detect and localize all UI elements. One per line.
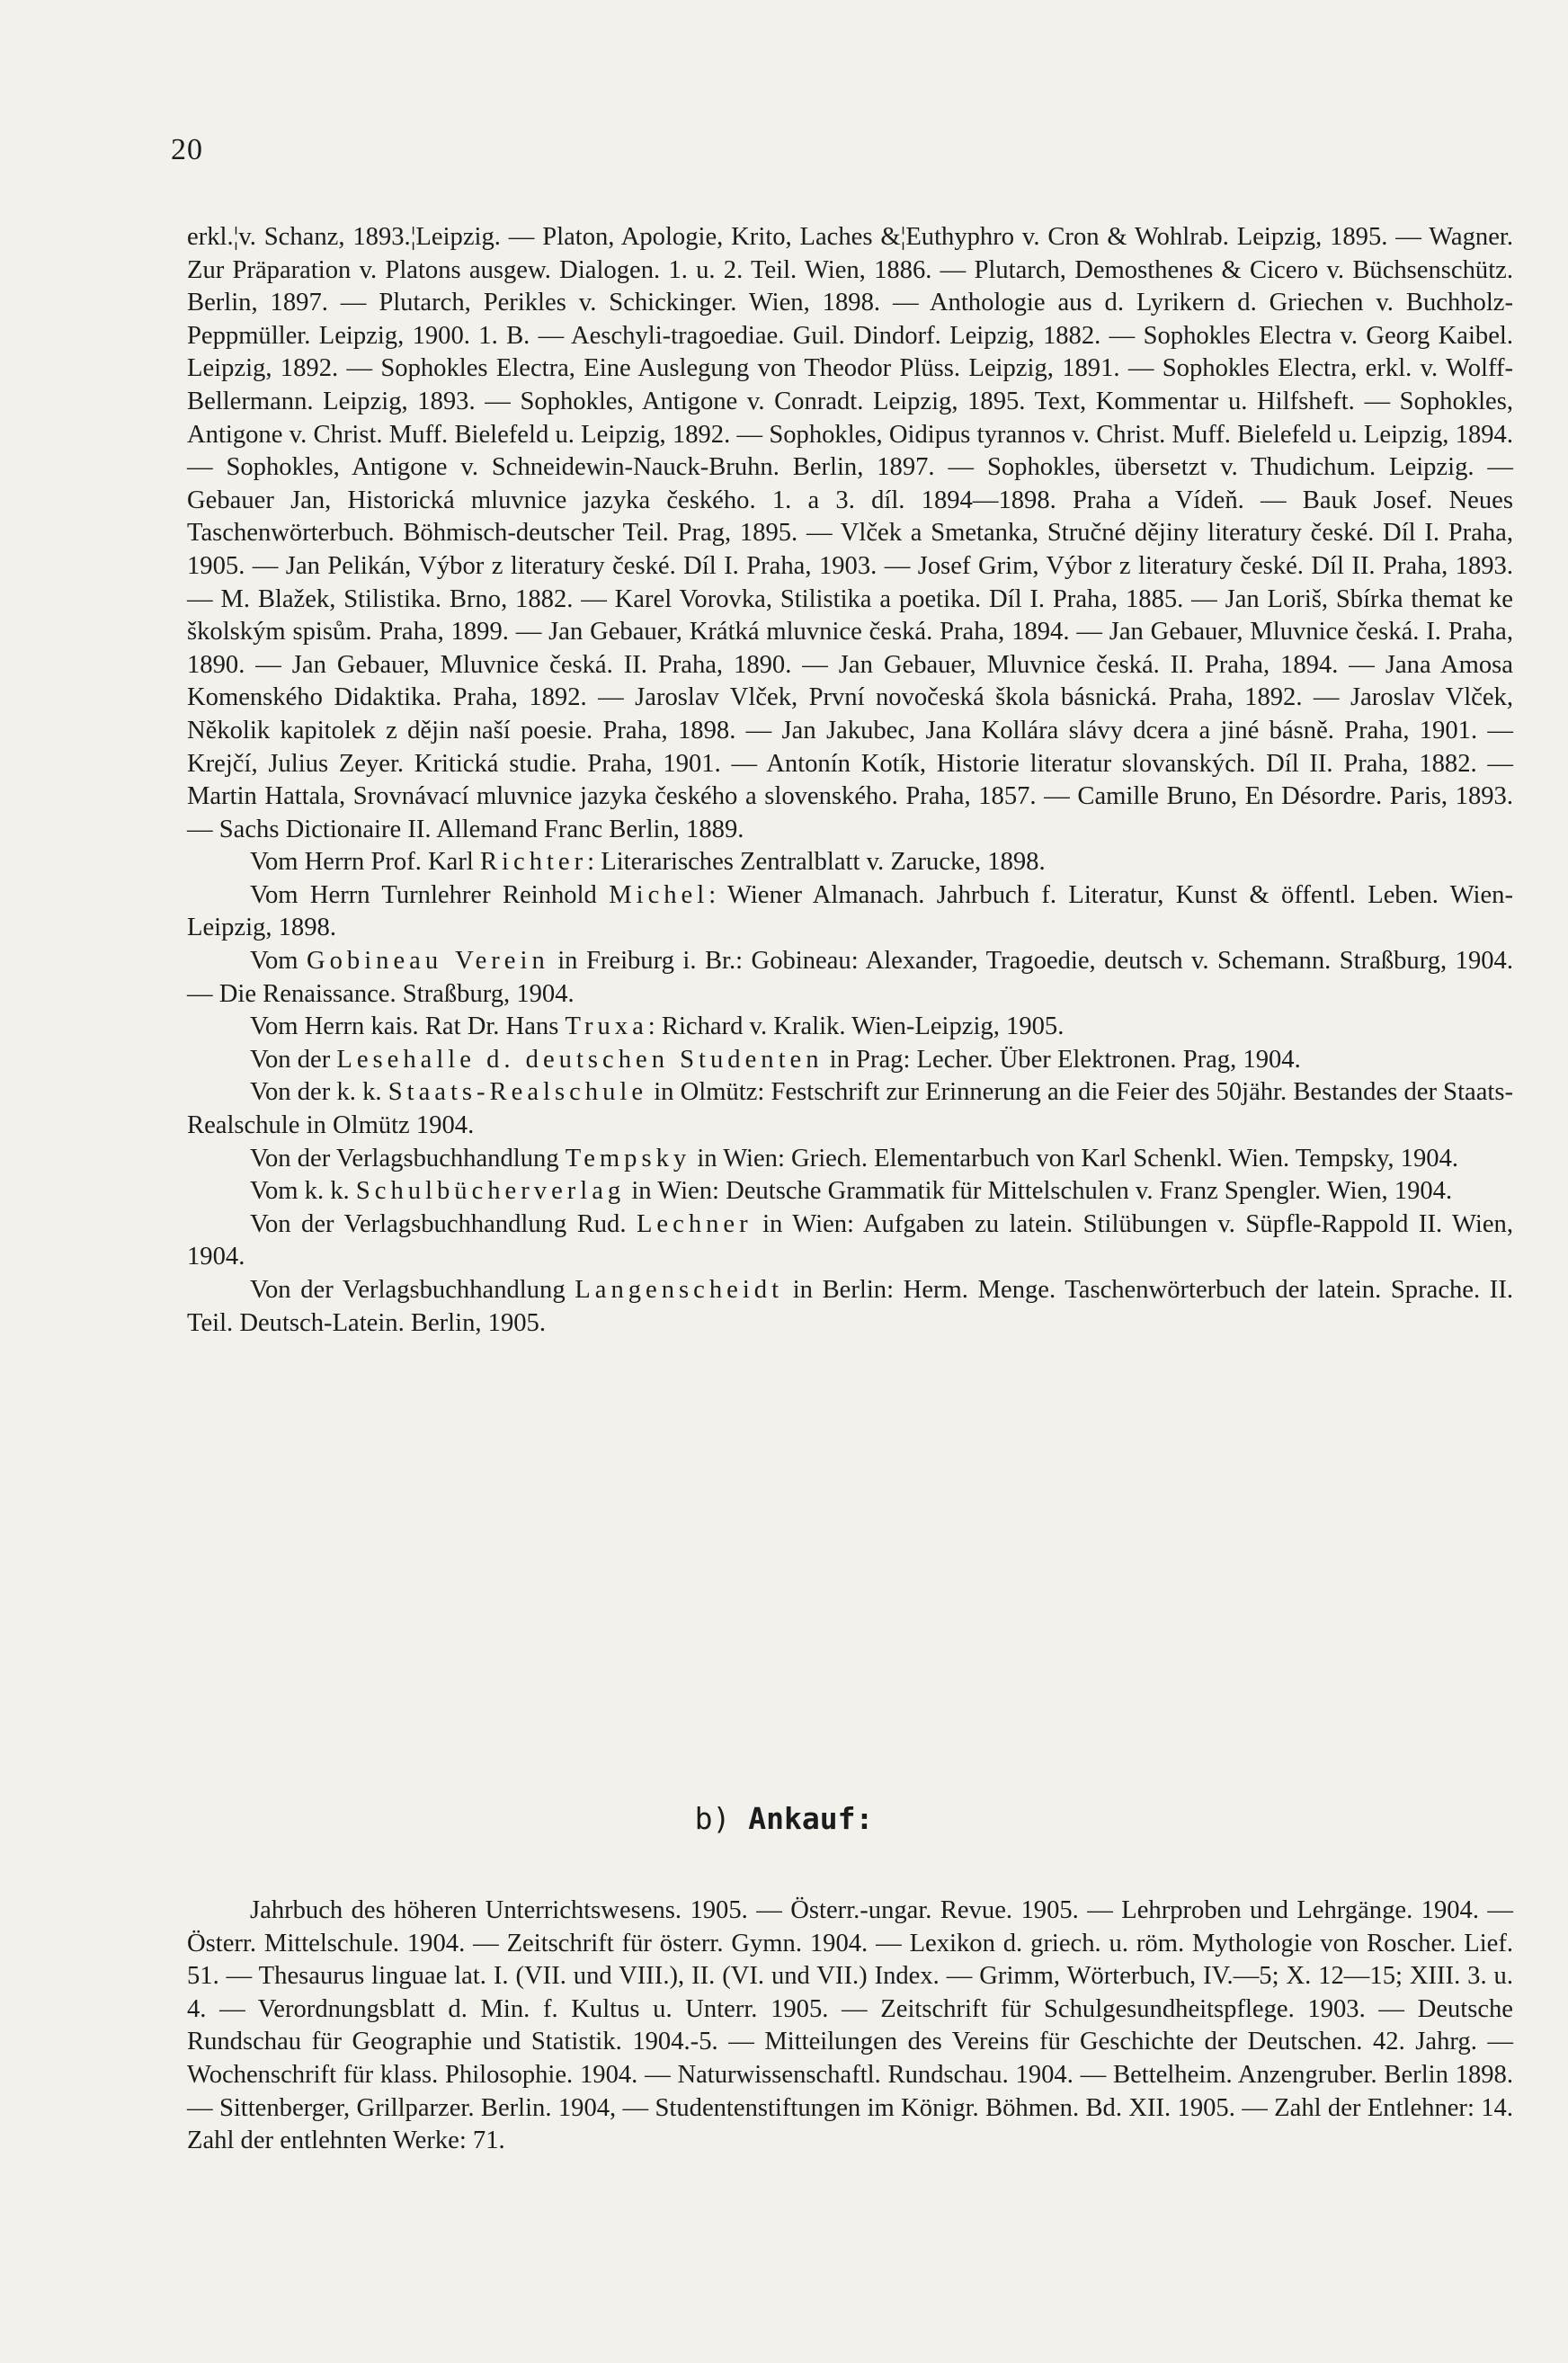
donor-entry xyxy=(187,846,1513,879)
donor-text-pre: Von der Verlagsbuchhandlung xyxy=(250,1276,575,1304)
donor-text-post: in Olmütz: Festschrift zur Erinnerung an die Feier des 50jähr. Bestandes der Staats-Realschule in Olmütz 1904. xyxy=(187,1078,1513,1140)
donor-name-spaced: Truxa xyxy=(565,1012,648,1041)
donor-name-spaced: Michel xyxy=(609,880,709,909)
purchases-paragraph: Jahrbuch des höheren Unterrichtswesens. 1905. — Österr.-ungar. Revue. 1905. — Lehrproben und Lehrgänge. 1904. — Österr. Mittelschule. 1904. — Zeitschrift für österr. Gymn. 1904. — Lexikon d. griech. u. röm. Mythologie von Roscher. Lief. 51. — Thesaurus linguae lat. I. (VII. und VIII.), II. (VI. und VII.) Index. — Grimm, Wörterbuch, IV.—5; X. 12—15; XIII. 3. u. 4. — Verordnungsblatt d. Min. f. Kultus u. Unterr. 1905. — Zeitschrift für Schulgesundheitspflege. 1903. — Deutsche Rundschau für Geographie und Statistik. 1904.-5. — Mitteilungen des Vereins für Geschichte der Deutschen. 42. Jahrg. — Wochenschrift für klass. Philosophie. 1904. — Naturwissenschaftl. Rundschau. 1904. — Bettelheim. Anzengruber. Berlin 1898. — Sittenberger, Grillparzer. Berlin. 1904, — Studentenstiftungen im Königr. Böhmen. Bd. XII. 1905. — Zahl der Entlehner: 14. Zahl der entlehnten Werke: 71. xyxy=(187,1896,1513,2155)
donor-text-post: in Prag: Lecher. Über Elektronen. Prag, 1904. xyxy=(823,1045,1301,1074)
donor-text-post: in Berlin: Herm. Menge. Taschenwörterbuch der latein. Sprache. II. Teil. Deutsch-Latein. Berlin, 1905. xyxy=(187,1276,1514,1337)
page-number: 20 xyxy=(171,133,203,166)
donor-text-post: in Wien: Aufgaben zu latein. Stilübungen v. Süpfle-Rappold II. Wien, 1904. xyxy=(187,1209,1513,1271)
book-list-paragraph: erkl.¦v. Schanz, 1893.¦Leipzig. — Platon, Apologie, Krito, Laches &¦Euthyphro v. Cron & Wohlrab. Leipzig, 1895. — Wagner. Zur Präparation v. Platons ausgew. Dialogen. 1. u. 2. Teil. Wien, 1886. — Plutarch, Demosthenes & Cicero v. Büchsenschütz. Berlin, 1897. — Plutarch, Perikles v. Schickinger. Wien, 1898. — Anthologie aus d. Lyrikern d. Griechen v. Buchholz-Peppmüller. Leipzig, 1900. 1. B. — Aeschyli-tragoediae. Guil. Dindorf. Leipzig, 1882. — Sophokles Electra v. Georg Kaibel. Leipzig, 1892. — Sophokles Electra, Eine Auslegung von Theodor Plüss. Leipzig, 1891. — Sophokles Electra, erkl. v. Wolff-Bellermann. Leipzig, 1893. — Sophokles, Antigone v. Conradt. Leipzig, 1895. Text, Kommentar u. Hilfsheft. — Sophokles, Antigone v. Christ. Muff. Bielefeld u. Leipzig, 1892. — Sophokles, Oidipus tyrannos v. Christ. Muff. Bielefeld u. Leipzig, 1894. — Sophokles, Antigone v. Schneidewin-Nauck-Bruhn. Berlin, 1897. — Sophokles, übersetzt v. Thudichum. Leipzig. — Gebauer Jan, Historická mluvnice jazyka českého. 1. a 3. díl. 1894—1898. Praha a Vídeň. — Bauk Josef. Neues Taschenwörterbuch. Böhmisch-deutscher Teil. Prag, 1895. — Vlček a Smetanka, Stručné dějiny literatury české. Díl I. Praha, 1905. — Jan Pelikán, Výbor z literatury české. Díl I. Praha, 1903. — Josef Grim, Výbor z literatury české. Díl II. Praha, 1893. — M. Blažek, Stilistika. Brno, 1882. — Karel Vorovka, Stilistika a poetika. Díl I. Praha, 1885. — Jan Loriš, Sbírka themat ke školským spisům. Praha, 1899. — Jan Gebauer, Krátká mluvnice česká. Praha, 1894. — Jan Gebauer, Mluvnice česká. I. Praha, 1890. — Jan Gebauer, Mluvnice česká. II. Praha, 1890. — Jan Gebauer, Mluvnice česká. II. Praha, 1894. — Jana Amosa Komenského Didaktika. Praha, 1892. — Jaroslav Vlček, První novočeská škola básnická. Praha, 1892. — Jaroslav Vlček, Několik kapitolek z dějin naší poesie. Praha, 1898. — Jan Jakubec, Jana Kollára slávy dcera a jiné básně. Praha, 1901. — Krejčí, Julius Zeyer. Kritická studie. Praha, 1901. — Antonín Kotík, Historie literatur slovanských. Díl II. Praha, 1882. — Martin Hattala, Srovnávací mluvnice jazyka českého a slovenského. Praha, 1857. — Camille Bruno, En Désordre. Paris, 1893. — Sachs Dictionaire II. Allemand Franc Berlin, 1889. xyxy=(187,223,1513,843)
donor-entry xyxy=(187,945,1513,1011)
donor-text-pre: Vom k. k. xyxy=(250,1177,356,1206)
donor-text-post: : Literarisches Zentralblatt v. Zarucke, 1898. xyxy=(587,848,1046,877)
donor-text-pre: Vom Herrn Prof. Karl xyxy=(250,848,480,877)
heading-bold: Ankauf: xyxy=(748,1801,874,1836)
donor-entry xyxy=(187,1143,1513,1176)
donor-text-pre: Vom xyxy=(250,947,307,976)
donor-name-spaced: Staats-Realschule xyxy=(388,1078,648,1107)
donor-name-spaced: Lesehalle d. deutschen Studenten xyxy=(336,1045,824,1074)
section-heading-ankauf xyxy=(0,1801,1568,1836)
donor-text-pre: Von der Verlagsbuchhandlung Rud. xyxy=(250,1209,637,1238)
donor-text-post: in Wien: Griech. Elementarbuch von Karl Schenkl. Wien. Tempsky, 1904. xyxy=(690,1144,1459,1173)
donor-text-pre: Von der Verlagsbuchhandlung xyxy=(250,1144,566,1173)
donor-name-spaced: Gobineau Verein xyxy=(306,947,549,976)
donor-text-pre: Vom Herrn Turnlehrer Reinhold xyxy=(250,880,610,909)
donor-entry xyxy=(187,1175,1513,1208)
donor-text-post: : Wiener Almanach. Jahrbuch f. Literatur, Kunst & öffentl. Leben. Wien-Leipzig, 1898. xyxy=(187,880,1514,942)
donor-text-post: in Freiburg i. Br.: Gobineau: Alexander, Tragoedie, deutsch v. Schemann. Straßburg, 1904. — Die Renaissance. Straßburg, 1904. xyxy=(187,947,1513,1008)
donor-name-spaced: Tempsky xyxy=(565,1144,691,1173)
donor-name-spaced: Langenscheidt xyxy=(575,1276,784,1304)
donor-entry xyxy=(187,1076,1513,1142)
donor-entry xyxy=(187,879,1513,945)
donor-text-post: in Wien: Deutsche Grammatik für Mittelschulen v. Franz Spengler. Wien, 1904. xyxy=(625,1177,1453,1206)
heading-prefix: b) xyxy=(694,1801,749,1836)
donor-text-pre: Von der xyxy=(250,1045,337,1074)
donor-name-spaced: Lechner xyxy=(636,1209,753,1238)
donor-name-spaced: Richter xyxy=(479,848,588,877)
purchases-section xyxy=(187,1895,1513,2158)
donor-entry xyxy=(187,1208,1513,1274)
donor-entry xyxy=(187,1274,1513,1340)
donations-section xyxy=(187,221,1513,1340)
donor-entry xyxy=(187,1044,1513,1077)
donor-entry xyxy=(187,1011,1513,1044)
donor-text-pre: Von der k. k. xyxy=(250,1078,388,1107)
donor-text-pre: Vom Herrn kais. Rat Dr. Hans xyxy=(250,1012,566,1041)
donor-name-spaced: Schulbücherverlag xyxy=(355,1177,626,1206)
donor-text-post: : Richard v. Kralik. Wien-Leipzig, 1905. xyxy=(647,1012,1065,1041)
